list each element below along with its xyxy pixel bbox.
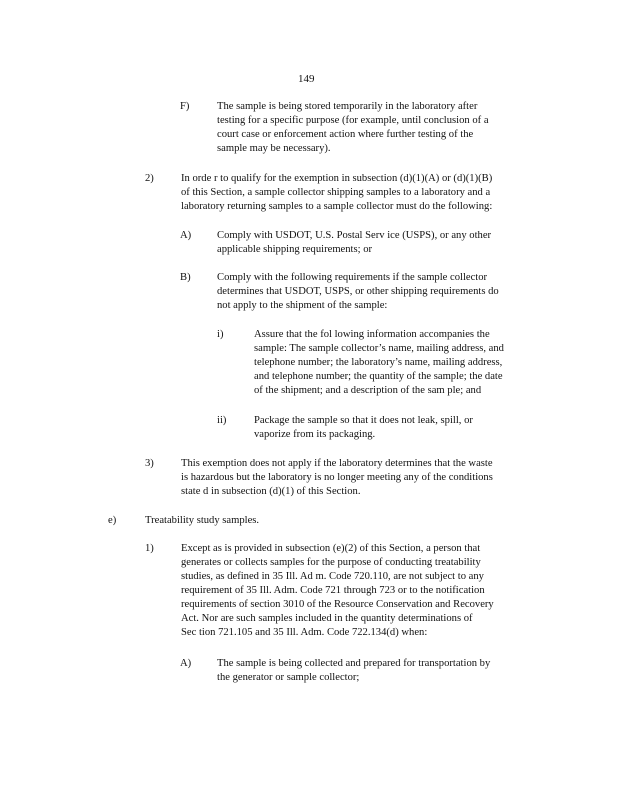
- text-line: Assure that the fol lowing information accompanies the: [254, 329, 490, 340]
- text-line: telephone number; the laboratory’s name, mailing address,: [254, 357, 503, 368]
- text-line: determines that USDOT, USPS, or other shipping requirements do: [217, 286, 499, 297]
- text-line: studies, as defined in 35 Ill. Ad m. Code 720.110, are not subject to any: [181, 571, 484, 582]
- paragraph-3: [181, 457, 533, 499]
- item-label-a: A): [180, 230, 192, 241]
- item-label-e: e): [108, 515, 117, 526]
- text-line: and telephone number; the quantity of the sample; the date: [254, 371, 503, 382]
- page-number: 149: [298, 73, 315, 85]
- paragraph-ii: [254, 414, 532, 442]
- text-line: applicable shipping requirements; or: [217, 244, 373, 255]
- text-line: state d in subsection (d)(1) of this Section.: [181, 486, 361, 497]
- text-line: generates or collects samples for the purpose of conducting treatability: [181, 557, 481, 568]
- text-line: Package the sample so that it does not leak, spill, or: [254, 415, 473, 426]
- item-label-b: B): [180, 272, 191, 283]
- text-line: of this Section, a sample collector shipping samples to a laboratory and a: [181, 187, 491, 198]
- paragraph-i: [254, 328, 532, 398]
- text-line: The sample is being collected and prepared for transportation by: [217, 658, 491, 669]
- heading-treatability: [145, 514, 345, 528]
- text-line: sample: The sample collector’s name, mailing address, and: [254, 343, 504, 354]
- text-line: Comply with the following requirements if the sample collector: [217, 272, 488, 283]
- paragraph-b: [217, 271, 539, 313]
- text-line: requirement of 35 Ill. Adm. Code 721 through 723 or to the notification: [181, 585, 485, 596]
- text-line: not apply to the shipment of the sample:: [217, 300, 388, 311]
- text-line: Comply with USDOT, U.S. Postal Serv ice (USPS), or any other: [217, 230, 492, 241]
- text-line: Treatability study samples.: [145, 515, 260, 526]
- text-line: the generator or sample collector;: [217, 672, 360, 683]
- item-label-2: 2): [145, 173, 154, 184]
- paragraph-e1: [181, 542, 530, 640]
- item-label-ea: A): [180, 658, 192, 669]
- text-line: In orde r to qualify for the exemption in subsection (d)(1)(A) or (d)(1)(B): [181, 173, 493, 184]
- item-label-f: F): [180, 101, 190, 112]
- text-line: laboratory returning samples to a sample collector must do the following:: [181, 201, 493, 212]
- item-label-e1: 1): [145, 543, 154, 554]
- paragraph-ea: [217, 657, 527, 685]
- text-line: of the shipment; and a description of the sam ple; and: [254, 385, 482, 396]
- text-line: Act. Nor are such samples included in the quantity determinations of: [181, 613, 473, 624]
- text-line: This exemption does not apply if the laboratory determines that the waste: [181, 458, 493, 469]
- text-line: is hazardous but the laboratory is no longer meeting any of the conditions: [181, 472, 493, 483]
- text-line: court case or enforcement action where further testing of the: [217, 129, 474, 140]
- item-label-i: i): [217, 329, 224, 340]
- text-line: testing for a specific purpose (for example, until conclusion of a: [217, 115, 489, 126]
- text-line: The sample is being stored temporarily in the laboratory after: [217, 101, 478, 112]
- text-line: sample may be necessary).: [217, 143, 331, 154]
- item-label-3: 3): [145, 458, 154, 469]
- paragraph-f: [217, 100, 527, 156]
- item-label-ii: ii): [217, 415, 227, 426]
- text-line: Except as is provided in subsection (e)(2) of this Section, a person that: [181, 543, 481, 554]
- text-line: vaporize from its packaging.: [254, 429, 376, 440]
- text-line: Sec tion 721.105 and 35 Ill. Adm. Code 722.134(d) when:: [181, 627, 428, 638]
- paragraph-a: [217, 229, 527, 257]
- paragraph-2: [181, 172, 533, 214]
- text-line: requirements of section 3010 of the Resource Conservation and Recovery: [181, 599, 494, 610]
